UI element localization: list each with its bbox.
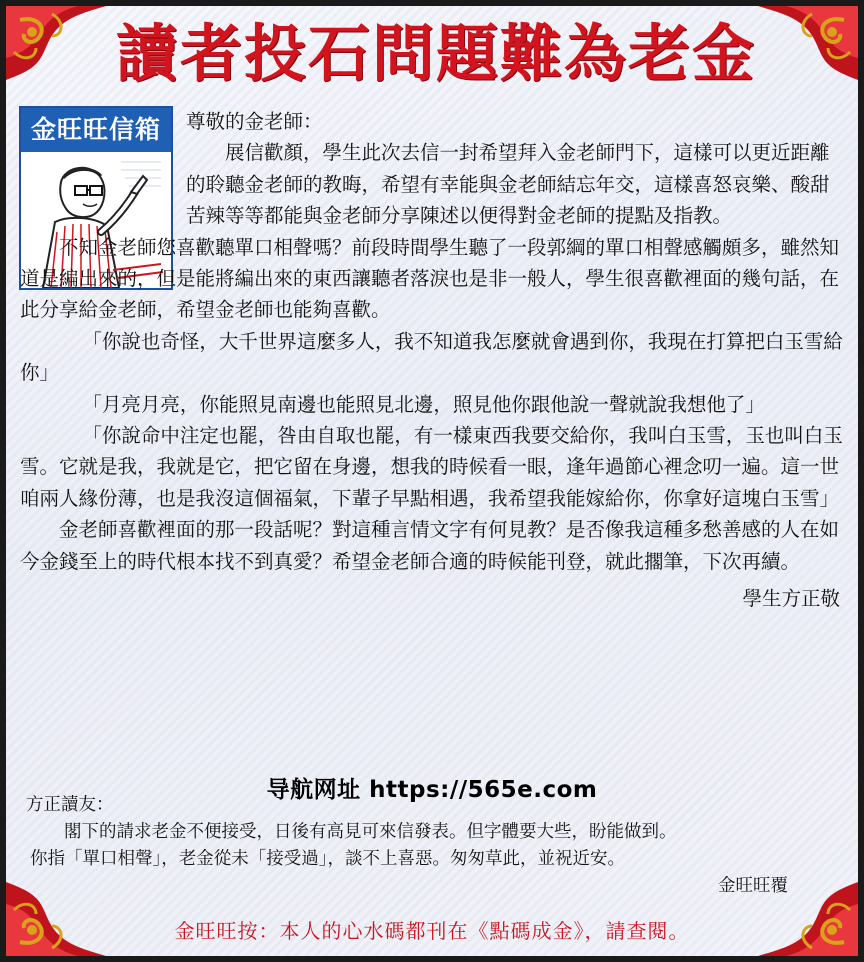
reply-salutation: 方正讀友： [26, 795, 114, 815]
corner-ornament-top-right [758, 6, 858, 106]
reply-line: 閣下的請求老金不便接受，日後有高見可來信發表。但字體要大些，盼能做到。 [64, 822, 677, 842]
letter-quote: 「你說也奇怪，大千世界這麼多人，我不知道我怎麼就會遇到你，我現在打算把白玉雪給你」 [20, 329, 843, 385]
editor-reply [24, 792, 840, 900]
letter-salutation: 尊敬的金老師： [186, 110, 323, 133]
watermark-url: 导航网址 https://565e.com [266, 777, 598, 803]
letter-paragraph: 不知金老師您喜歡聽單口相聲嗎？前段時間學生聽了一段郭綱的單口相聲感觸頗多，雖然知道是編出來的，但是能將編出來的東西讓聽者落淚也是非一般人，學生很喜歡裡面的幾句話，在此分享給金老師，希望金老師也能夠喜歡。 [20, 235, 840, 322]
letter-paragraph: 展信歡顏，學生此次去信一封希望拜入金老師門下，這樣可以更近距離的聆聽金老師的教晦，希望有幸能與金老師結忘年交，這樣喜怒哀樂、酸甜苦辣等等都能與金老師分享陳述以便得對金老師的提點及指教。 [186, 141, 830, 228]
footer-note: 金旺旺按：本人的心水碼都刊在《點碼成金》，請查閱。 [174, 919, 690, 943]
letter-closing: 金老師喜歡裡面的那一段話呢？對這種言情文字有何見教？是否像我這種多愁善感的人在如今金錢至上的時代根本找不到真愛？希望金老師合適的時候能刊登，就此擱筆，下次再續。 [20, 518, 840, 573]
reply-line: 你指「單口相聲」，老金從未「接受過」，談不上喜惡。匆匆草此，並祝近安。 [30, 849, 625, 869]
reply-signature: 金旺旺覆 [718, 876, 788, 896]
corner-ornament-top-left [6, 6, 106, 106]
letter-quote: 「月亮月亮，你能照見南邊也能照見北邊，照見他你跟他說一聲就說我想他了」 [82, 392, 765, 416]
letter-signature: 學生方正敬 [742, 587, 840, 611]
letter-quote: 「你說命中注定也罷，咎由自取也罷，有一樣東西我要交給你，我叫白玉雪，玉也叫白玉雪。它就是我，我就是它，把它留在身邊，想我的時候看一眼，逢年過節心裡念叨一遍。這一世咱兩人緣份薄，也是我沒這個福氣，下輩子早點相遇，我希望我能嫁給你，你拿好這塊白玉雪」 [20, 424, 843, 510]
reader-letter [20, 106, 844, 615]
column-name: 金旺旺信箱 [21, 108, 171, 152]
page-title: 讀者投石問題難為老金 [116, 17, 757, 90]
